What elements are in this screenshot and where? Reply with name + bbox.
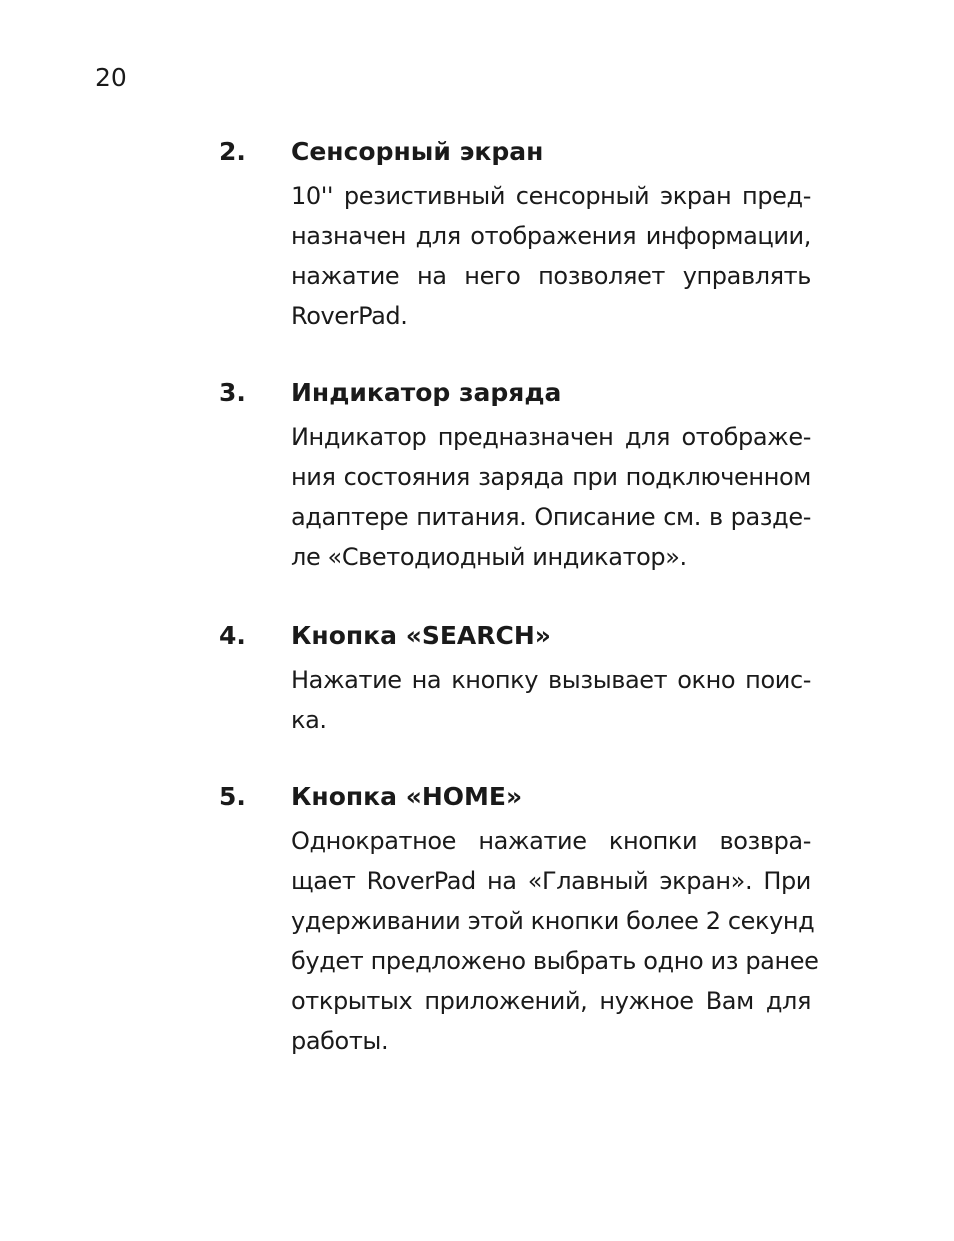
paragraph-line: нажатие на него позволяет управлять xyxy=(291,262,811,290)
section-number: 3. xyxy=(219,378,246,407)
section-number: 4. xyxy=(219,621,246,650)
paragraph-line: удерживании этой кнопки более 2 секунд xyxy=(291,907,815,935)
paragraph-line: будет предложено выбрать одно из ранее xyxy=(291,947,819,975)
paragraph-line: ка. xyxy=(291,706,327,734)
paragraph-line: назначен для отображения информации, xyxy=(291,222,811,250)
paragraph-line: Индикатор предназначен для отображе- xyxy=(291,423,811,451)
section-title: Индикатор заряда xyxy=(291,378,562,407)
section-number: 5. xyxy=(219,782,246,811)
paragraph-line: ния состояния заряда при подключенном xyxy=(291,463,811,491)
section-title: Кнопка «SEARCH» xyxy=(291,621,551,650)
section-body xyxy=(291,377,811,577)
section-body xyxy=(291,620,811,740)
paragraph-line: ле «Светодиодный индикатор». xyxy=(291,543,687,571)
paragraph-line: щает RoverPad на «Главный экран». При xyxy=(291,867,811,895)
section-title: Сенсорный экран xyxy=(291,137,544,166)
paragraph-line: адаптере питания. Описание см. в разде- xyxy=(291,503,811,531)
paragraph-line: открытых приложений, нужное Вам для xyxy=(291,987,811,1015)
paragraph-line: Однократное нажатие кнопки возвра- xyxy=(291,827,811,855)
paragraph-line: 10'' резистивный сенсорный экран пред- xyxy=(291,182,811,210)
page-number: 20 xyxy=(95,63,127,92)
paragraph-line: Нажатие на кнопку вызывает окно поис- xyxy=(291,666,811,694)
paragraph-line: RoverPad. xyxy=(291,302,408,330)
section-body xyxy=(291,136,811,336)
paragraph-line: работы. xyxy=(291,1027,389,1055)
section-body xyxy=(291,781,819,1061)
section-number: 2. xyxy=(219,137,246,166)
section-title: Кнопка «HOME» xyxy=(291,782,523,811)
